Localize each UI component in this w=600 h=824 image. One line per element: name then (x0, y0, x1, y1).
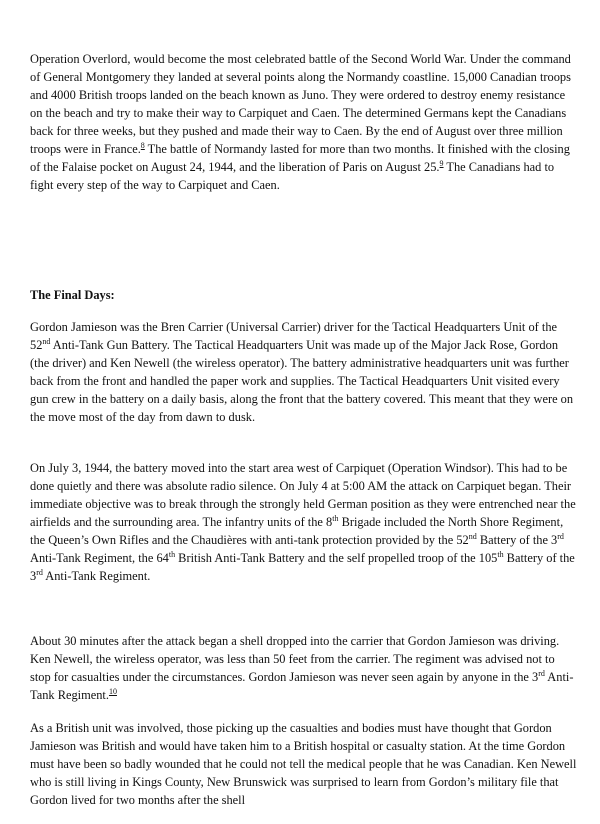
text-run: Anti-Tank Regiment, the 64 (30, 551, 169, 565)
text-run: Brigade included the North Shore Regiment, the Queen’s Own Rifles and the Chaudières with anti-tank protection provided by the 52 (30, 515, 564, 547)
footnote-ref-8[interactable]: 8 (140, 141, 145, 150)
text-run: The Canadians had to fight every step of the way to Carpiquet and Caen. (30, 160, 555, 192)
text-run: Battery of the 3 (476, 533, 558, 547)
paragraph-shell-strike (30, 632, 578, 704)
ordinal-suffix: nd (468, 532, 477, 541)
paragraph-carpiquet-attack (30, 459, 578, 585)
ordinal-suffix: nd (42, 337, 51, 346)
text-run: Anti-Tank Regiment. (42, 569, 151, 583)
text-run: The battle of Normandy lasted for more than two months. It finished with the closing of the Falaise pocket on August 24, 1944, and the liberation of Paris on August 25. (30, 142, 570, 174)
footnote-ref-9[interactable]: 9 (439, 159, 444, 168)
paragraph-british-unit: As a British unit was involved, those picking up the casualties and bodies must have thought that Gordon Jamieson was British and would have taken him to a British hospital or casualty station. At the time Gordon must have been so badly wounded that he could not tell the medical people that he was Canadian. Ken Newell who is still living in Kings County, New Brunswick was surprised to learn from Gordon’s military file that Gordon lived for two months after the shell (30, 721, 577, 807)
text-run: Gordon Jamieson was the Bren Carrier (Universal Carrier) driver for the Tactical Headquarters Unit of the 52 (30, 320, 558, 352)
ordinal-suffix: th (497, 550, 504, 559)
section-heading: The Final Days: (30, 288, 115, 302)
text-run: Battery of the 3 (30, 551, 575, 583)
text-run: About 30 minutes after the attack began a shell dropped into the carrier that Gordon Jamieson was driving. Ken Newell, the wireless operator, was less than 50 feet from the carrier. The regiment was advised not to stop for casualties under the circumstances. Gordon Jamieson was never seen again by anyone in the 3 (30, 634, 560, 684)
paragraph-bren-carrier (30, 318, 578, 426)
ordinal-suffix: th (168, 550, 176, 559)
ordinal-suffix: rd (538, 669, 545, 678)
ordinal-suffix: rd (557, 532, 564, 541)
ordinal-suffix: th (332, 514, 339, 523)
text-run: Operation Overlord, would become the most celebrated battle of the Second World War. Under the command of General Montgomery they landed at several points along the Normandy coastline. 15,000 Canadian troops and 4000 British troops landed on the beach known as Juno. They were ordered to destroy enemy resistance on the beach and try to make their way to Carpiquet and Caen. The determined Germans kept the Canadians back for three weeks, but they pushed and made their way to Caen. By the end of August over three million troops were in France. (30, 52, 571, 156)
footnote-ref-10[interactable]: 10 (108, 687, 117, 696)
paragraph-operation-overlord (30, 50, 578, 194)
ordinal-suffix: rd (36, 568, 43, 577)
text-run: On July 3, 1944, the battery moved into the start area west of Carpiquet (Operation Windsor). This had to be done quietly and there was absolute radio silence. On July 4 at 5:00 AM the attack on Carpiquet began. Their immediate objective was to break through the strongly held German position as they were entrenched near the airfields and the surrounding area. The infantry units of the 8 (30, 461, 576, 529)
text-run: British Anti-Tank Battery and the self propelled troop of the 105 (175, 551, 498, 565)
text-run: Anti-Tank Gun Battery. The Tactical Headquarters Unit was made up of the Major Jack Rose, Gordon (the driver) and Ken Newell (the wireless operator). The battery administrative headquarters unit was further back from the front and handled the paper work and supplies. The Tactical Headquarters Unit visited every gun crew in the battery on a daily basis, along the front that the battery covered. This meant that they were on the move most of the day from dawn to dusk. (30, 338, 574, 424)
text-run: Anti-Tank Regiment. (30, 670, 574, 702)
